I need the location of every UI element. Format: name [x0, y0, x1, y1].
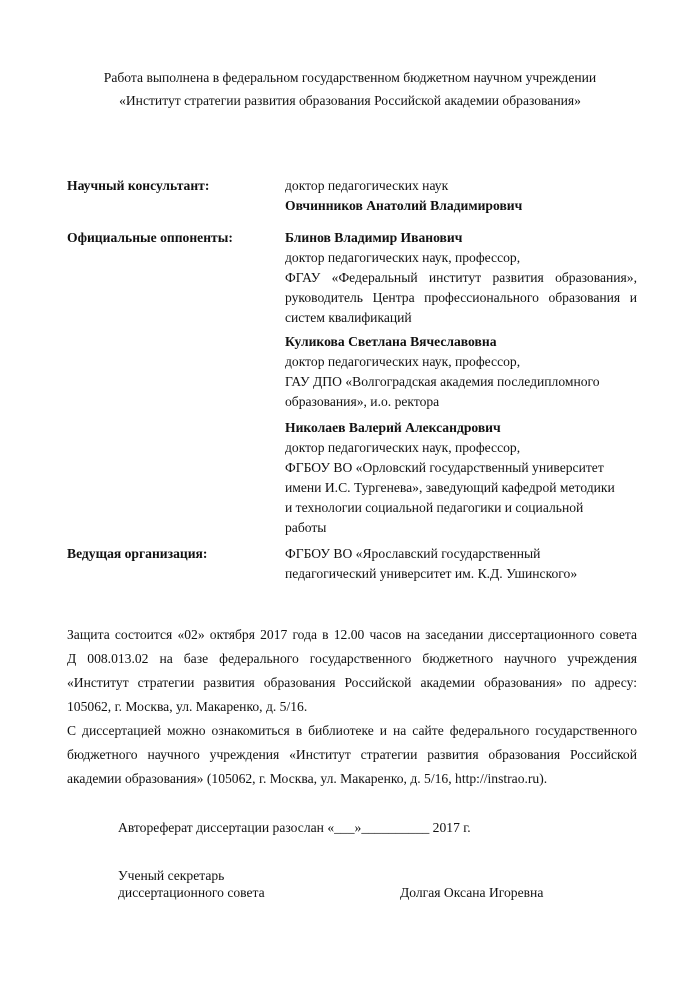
- opponents-label: Официальные оппоненты:: [67, 230, 233, 245]
- secretary-title-line-2: диссертационного совета: [118, 885, 265, 900]
- secretary-name: Долгая Оксана Игоревна: [400, 885, 544, 900]
- consultant-block: [285, 176, 637, 216]
- institution-header: [60, 66, 640, 112]
- opponent-detail: ГАУ ДПО «Волгоградская академия последипломного: [285, 374, 600, 389]
- opponent-3: [285, 418, 637, 538]
- opponent-detail: руководитель Центра профессионального образования и: [285, 290, 637, 305]
- opponent-name: Николаев Валерий Александрович: [285, 420, 501, 435]
- lead-org-label: Ведущая организация:: [67, 546, 208, 561]
- defense-line: Защита состоится «02» октября 2017 года в 12.00 часов на заседании диссертационного совета: [67, 627, 637, 642]
- opponent-name: Блинов Владимир Иванович: [285, 230, 463, 245]
- header-line-2: «Институт стратегии развития образования Российской академии образования»: [119, 93, 581, 108]
- opponent-detail: ФГАУ «Федеральный институт развития образования»,: [285, 270, 637, 285]
- header-line-1: Работа выполнена в федеральном государственном бюджетном научном учреждении: [103, 70, 597, 85]
- opponent-detail: имени И.С. Тургенева», заведующий кафедрой методики: [285, 480, 615, 495]
- lead-org-line: ФГБОУ ВО «Ярославский государственный: [285, 546, 541, 561]
- consultant-name: Овчинников Анатолий Владимирович: [285, 198, 523, 213]
- opponent-detail: доктор педагогических наук, профессор,: [285, 354, 521, 369]
- defense-paragraph: [67, 623, 637, 719]
- secretary-title-line-1: Ученый секретарь: [118, 868, 225, 883]
- defense-line: Д 008.013.02 на базе федерального государственного бюджетного научного учреждения: [67, 651, 637, 666]
- opponent-detail: ФГБОУ ВО «Орловский государственный университет: [285, 460, 604, 475]
- library-line: бюджетного научного учреждения «Институт стратегии развития образования Российской: [67, 747, 637, 762]
- opponent-detail: образования», и.о. ректора: [285, 394, 440, 409]
- defense-line: 105062, г. Москва, ул. Макаренко, д. 5/16.: [67, 699, 308, 714]
- opponent-detail: и технологии социальной педагогики и социальной: [285, 500, 584, 515]
- library-line: академии образования» (105062, г. Москва, ул. Макаренко, д. 5/16, http://instrao.ru).: [67, 771, 548, 786]
- library-paragraph: [67, 719, 637, 791]
- opponent-detail: работы: [285, 520, 327, 535]
- abstract-sent-line: Автореферат диссертации разослан «___»__________ 2017 г.: [118, 820, 471, 835]
- opponent-detail: систем квалификаций: [285, 310, 412, 325]
- lead-org-line: педагогический университет им. К.Д. Ушинского»: [285, 566, 578, 581]
- consultant-label: Научный консультант:: [67, 178, 210, 193]
- opponent-1: [285, 228, 637, 328]
- defense-line: «Институт стратегии развития образования Российской академии образования» по адресу:: [67, 675, 637, 690]
- lead-org-block: [285, 544, 637, 584]
- opponent-name: Куликова Светлана Вячеславовна: [285, 334, 497, 349]
- opponent-2: [285, 332, 637, 412]
- opponent-detail: доктор педагогических наук, профессор,: [285, 250, 521, 265]
- opponent-detail: доктор педагогических наук, профессор,: [285, 440, 521, 455]
- consultant-degree: доктор педагогических наук: [285, 178, 449, 193]
- library-line: С диссертацией можно ознакомиться в библиотеке и на сайте федерального государственного: [67, 723, 637, 738]
